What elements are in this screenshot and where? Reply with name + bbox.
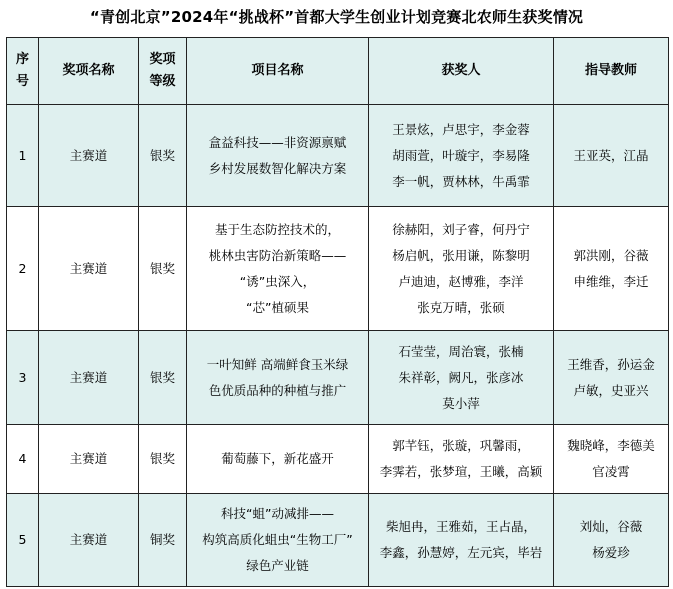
- advisor-line: 卢敏，史亚兴: [573, 382, 649, 398]
- project-name-line: “芯”植硕果: [246, 299, 309, 315]
- awards-table: [6, 37, 669, 587]
- table-row: [7, 425, 669, 494]
- header-award-level-line: 等级: [149, 74, 176, 89]
- winner-line: 石莹莹，周治寰，张楠: [398, 343, 524, 359]
- cell-winners: [369, 207, 554, 331]
- project-name-line: “诱”虫深入，: [239, 273, 316, 289]
- cell-advisors: [554, 207, 669, 331]
- cell-project-name: [187, 425, 369, 494]
- table-row: [7, 105, 669, 207]
- winner-line: 朱祥彰，阙凡，张彦冰: [398, 369, 524, 385]
- header-index-line: 号: [15, 74, 29, 89]
- advisor-line: 郭洪刚，谷薇: [573, 247, 649, 263]
- header-award-level: [139, 38, 187, 105]
- cell-award-level: 银奖: [139, 425, 187, 494]
- header-award-name: 奖项名称: [39, 38, 139, 105]
- advisor-line: 申维维，李迁: [573, 273, 649, 289]
- cell-project-name: [187, 494, 369, 587]
- cell-award-name: 主赛道: [39, 331, 139, 425]
- cell-winners: [369, 331, 554, 425]
- project-name-line: 乡村发展数智化解决方案: [208, 160, 347, 176]
- winner-line: 莫小萍: [442, 395, 480, 411]
- cell-index: 5: [7, 494, 39, 587]
- cell-award-name: 主赛道: [39, 425, 139, 494]
- project-name-line: 基于生态防控技术的，: [214, 221, 340, 237]
- cell-award-name: 主赛道: [39, 105, 139, 207]
- project-name-line: 桃林虫害防治新策略——: [208, 247, 347, 263]
- winner-line: 张克万晴，张硕: [417, 299, 505, 315]
- header-winners: 获奖人: [369, 38, 554, 105]
- winner-line: 徐赫阳，刘子睿，何丹宁: [392, 221, 530, 237]
- header-project-name: 项目名称: [187, 38, 369, 105]
- winner-line: 柴旭冉，王雅茹，王占晶，: [385, 519, 536, 534]
- cell-award-name: 主赛道: [39, 207, 139, 331]
- table-header-row: [7, 38, 669, 105]
- cell-index: 4: [7, 425, 39, 494]
- project-name-line: 一叶知鲜 高端鲜食玉米绿: [206, 356, 349, 372]
- winner-line: 李鑫，孙慧婷，左元宾，毕岩: [379, 545, 543, 560]
- project-name-line: 葡萄藤下，新花盛开: [221, 451, 334, 466]
- cell-winners: [369, 105, 554, 207]
- advisor-line: 官凌霄: [592, 464, 630, 479]
- cell-project-name: [187, 105, 369, 207]
- cell-winners: [369, 425, 554, 494]
- project-name-line: 绿色产业链: [246, 558, 309, 573]
- advisor-line: 王亚英，江晶: [573, 147, 649, 163]
- header-index-line: 序: [15, 52, 29, 67]
- cell-project-name: [187, 207, 369, 331]
- table-row: [7, 494, 669, 587]
- table-row: [7, 331, 669, 425]
- header-award-level-line: 奖项: [149, 52, 176, 67]
- advisor-line: 杨爱珍: [592, 545, 630, 560]
- winner-line: 李霁若，张梦瑄，王曦，高颖: [379, 464, 543, 479]
- advisor-line: 王维香，孙运金: [567, 356, 655, 372]
- winner-line: 王景炫，卢思宇，李金蓉: [392, 121, 530, 137]
- cell-index: 1: [7, 105, 39, 207]
- header-index: [7, 38, 39, 105]
- page-title: “青创北京”2024年“挑战杯”首都大学生创业计划竞赛北农师生获奖情况: [89, 8, 584, 26]
- project-name-line: 色优质品种的种植与推广: [208, 382, 347, 398]
- advisor-line: 魏晓峰，李德美: [567, 438, 655, 453]
- table-row: [7, 207, 669, 331]
- cell-index: 2: [7, 207, 39, 331]
- cell-award-name: 主赛道: [39, 494, 139, 587]
- cell-index: 3: [7, 331, 39, 425]
- cell-advisors: [554, 105, 669, 207]
- project-name-line: 构筑高质化蛆虫“生物工厂”: [202, 532, 353, 547]
- advisor-line: 刘灿，谷薇: [579, 519, 643, 534]
- winner-line: 卢迪迪，赵博雅，李洋: [398, 273, 524, 289]
- winner-line: 郭芊钰，张璇，巩馨雨，: [392, 438, 530, 453]
- cell-award-level: 银奖: [139, 207, 187, 331]
- winner-line: 李一帆，贾林林，牛禹霏: [392, 173, 530, 189]
- cell-advisors: [554, 494, 669, 587]
- table-body: [7, 105, 669, 587]
- project-name-line: 盒益科技——非资源禀赋: [208, 134, 347, 150]
- header-advisors: 指导教师: [554, 38, 669, 105]
- cell-project-name: [187, 331, 369, 425]
- cell-winners: [369, 494, 554, 587]
- cell-award-level: 铜奖: [139, 494, 187, 587]
- cell-award-level: 银奖: [139, 331, 187, 425]
- cell-advisors: [554, 331, 669, 425]
- winner-line: 胡雨萱，叶璇宇，李易隆: [392, 147, 530, 163]
- winner-line: 杨启帆，张用谦，陈黎明: [392, 247, 530, 263]
- cell-advisors: [554, 425, 669, 494]
- cell-award-level: 银奖: [139, 105, 187, 207]
- project-name-line: 科技“蛆”动减排——: [221, 506, 334, 521]
